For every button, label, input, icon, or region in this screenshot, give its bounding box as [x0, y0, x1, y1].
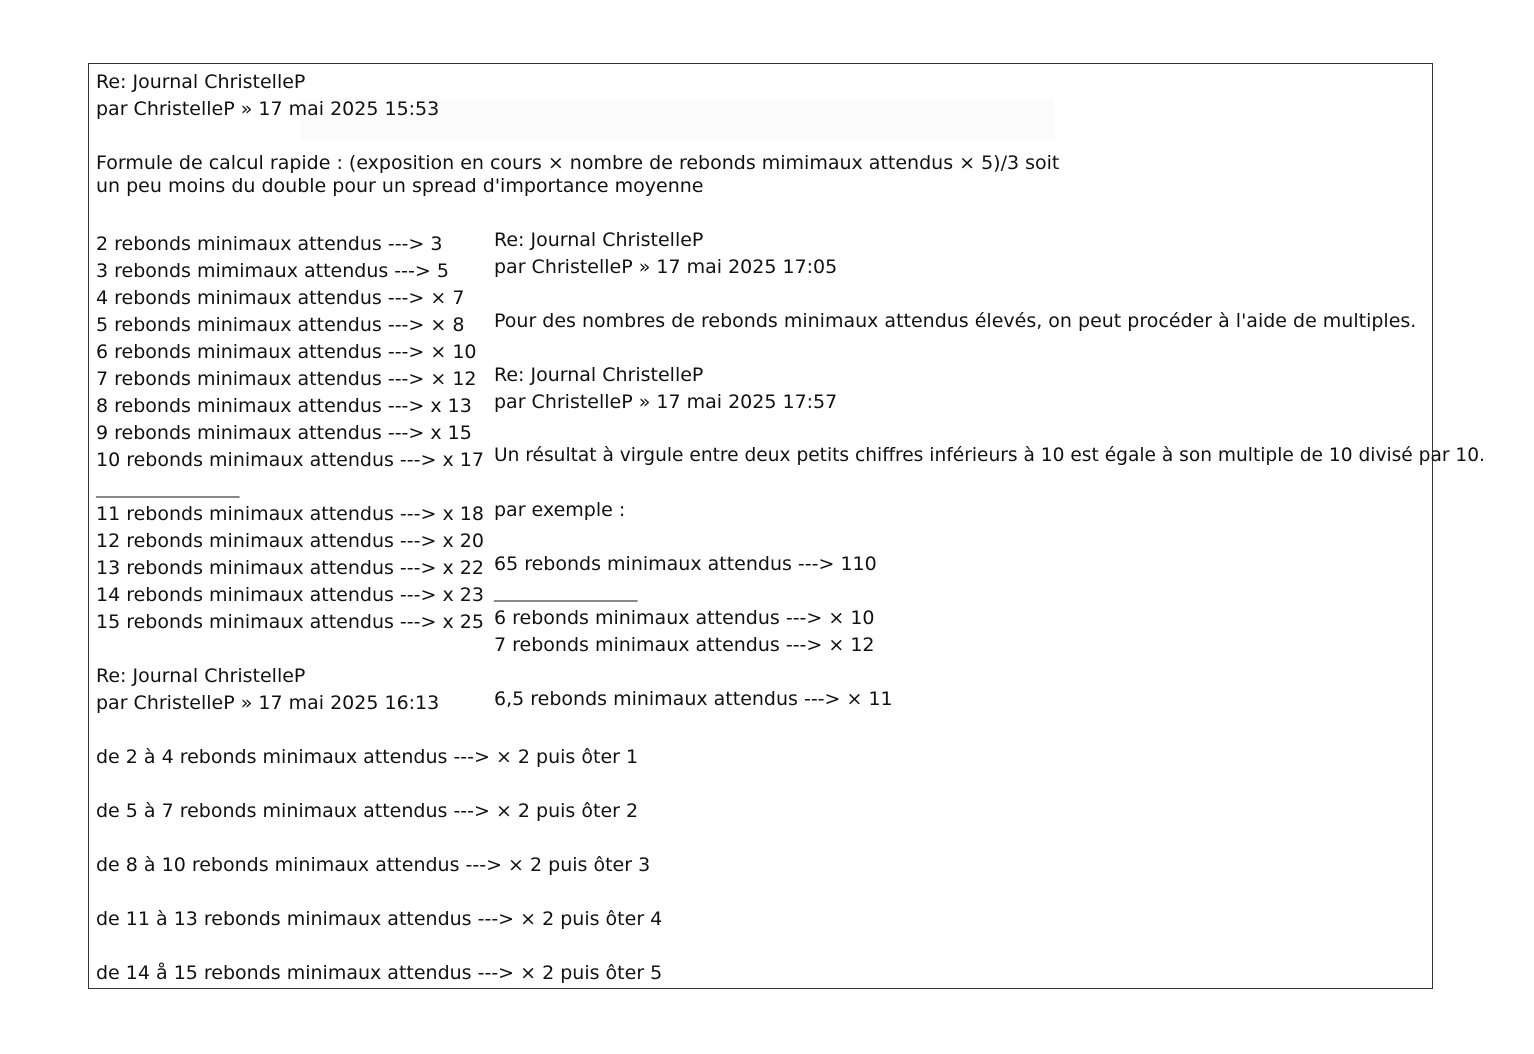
post4-title: Re: Journal ChristelleP: [494, 364, 704, 386]
post4-separator: ______________________: [494, 586, 637, 602]
post3-title: Re: Journal ChristelleP: [494, 229, 704, 251]
post2-rule: de 5 à 7 rebonds minimaux attendus ---> × 2 puis ôter 2: [96, 800, 639, 822]
table-a-row: 2 rebonds minimaux attendus ---> 3: [96, 233, 443, 255]
post4-example-label: par exemple :: [494, 499, 626, 521]
table-a-row: 8 rebonds minimaux attendus ---> x 13: [96, 395, 472, 417]
table-b-row: 15 rebonds minimaux attendus ---> x 25: [96, 611, 484, 633]
table-a-row: 5 rebonds minimaux attendus ---> × 8: [96, 314, 465, 336]
post2-byline: par ChristelleP » 17 mai 2025 16:13: [96, 692, 440, 714]
post2-rule: de 11 à 13 rebonds minimaux attendus ---> × 2 puis ôter 4: [96, 908, 663, 930]
post1-byline: par ChristelleP » 17 mai 2025 15:53: [96, 98, 440, 120]
table-b-row: 12 rebonds minimaux attendus ---> x 20: [96, 530, 484, 552]
table-a-row: 3 rebonds mimimaux attendus ---> 5: [96, 260, 449, 282]
post2-rule: de 8 à 10 rebonds minimaux attendus ---> × 2 puis ôter 3: [96, 854, 651, 876]
post2-title: Re: Journal ChristelleP: [96, 665, 306, 687]
table-a-row: 10 rebonds minimaux attendus ---> x 17: [96, 449, 484, 471]
post2-rule: de 14 å 15 rebonds minimaux attendus ---> × 2 puis ôter 5: [96, 962, 663, 984]
table-a-row: 4 rebonds minimaux attendus ---> × 7: [96, 287, 465, 309]
table-b-row: 14 rebonds minimaux attendus ---> x 23: [96, 584, 484, 606]
post4-example-line: 6 rebonds minimaux attendus ---> × 10: [494, 607, 875, 629]
table-a-row: 7 rebonds minimaux attendus ---> × 12: [96, 368, 477, 390]
post4-example-line: 7 rebonds minimaux attendus ---> × 12: [494, 634, 875, 656]
post3-body: Pour des nombres de rebonds minimaux attendus élevés, on peut procéder à l'aide de multiples.: [494, 310, 1417, 332]
table-a-row: 6 rebonds minimaux attendus ---> × 10: [96, 341, 477, 363]
post3-byline: par ChristelleP » 17 mai 2025 17:05: [494, 256, 838, 278]
post1-formula-line2: un peu moins du double pour un spread d'importance moyenne: [96, 175, 704, 197]
post4-byline: par ChristelleP » 17 mai 2025 17:57: [494, 391, 838, 413]
post4-body: Un résultat à virgule entre deux petits chiffres inférieurs à 10 est égale à son multiple de 10 divisé par 10.: [494, 445, 1485, 466]
post4-example-result: 6,5 rebonds minimaux attendus ---> × 11: [494, 688, 893, 710]
post2-rule: de 2 à 4 rebonds minimaux attendus ---> × 2 puis ôter 1: [96, 746, 639, 768]
table-b-row: 13 rebonds minimaux attendus ---> x 22: [96, 557, 484, 579]
post1-title: Re: Journal ChristelleP: [96, 71, 306, 93]
table-a-row: 9 rebonds minimaux attendus ---> x 15: [96, 422, 472, 444]
post1-formula-line1: Formule de calcul rapide : (exposition en cours × nombre de rebonds mimimaux attendus × 5)/3 soit: [96, 152, 1060, 174]
table-b-row: 11 rebonds minimaux attendus ---> x 18: [96, 503, 484, 525]
table-separator: ______________________: [96, 482, 239, 498]
document-frame: [88, 63, 1433, 989]
post4-example-top: 65 rebonds minimaux attendus ---> 110: [494, 553, 877, 575]
